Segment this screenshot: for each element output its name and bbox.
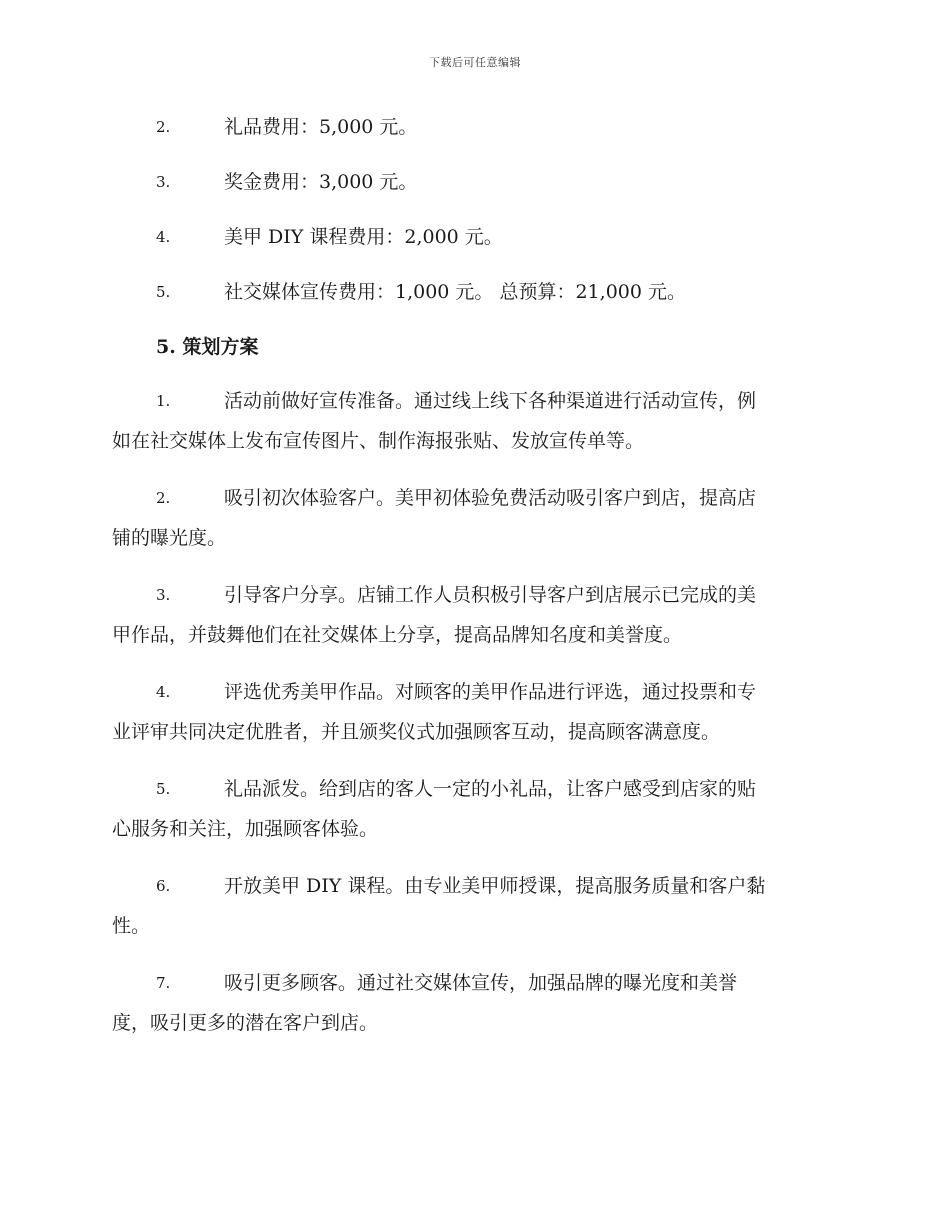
list-item xyxy=(112,272,840,312)
list-text-line1: 开放美甲 DIY 课程。由专业美甲师授课，提高服务质量和客户黏 xyxy=(224,875,766,897)
list-text-line1: 吸引更多顾客。通过社交媒体宣传，加强品牌的曝光度和美誉 xyxy=(224,972,738,994)
list-text: 社交媒体宣传费用：1,000 元。 总预算：21,000 元。 xyxy=(224,281,686,303)
list-number: 2. xyxy=(156,489,171,507)
list-item xyxy=(112,672,840,752)
list-text-line2: 铺的曝光度。 xyxy=(112,527,227,549)
list-item xyxy=(112,381,840,461)
list-text: 奖金费用：3,000 元。 xyxy=(224,171,418,193)
list-text-line1: 引导客户分享。店铺工作人员积极引导客户到店展示已完成的美 xyxy=(224,584,757,606)
list-text-line1: 评选优秀美甲作品。对顾客的美甲作品进行评选，通过投票和专 xyxy=(224,681,757,703)
list-text-line2: 甲作品，并鼓舞他们在社交媒体上分享，提高品牌知名度和美誉度。 xyxy=(112,624,683,646)
list-text-line2: 度，吸引更多的潜在客户到店。 xyxy=(112,1012,379,1034)
list-number: 4. xyxy=(156,228,171,246)
list-text-line1: 吸引初次体验客户。美甲初体验免费活动吸引客户到店，提高店 xyxy=(224,487,757,509)
list-number: 2. xyxy=(156,118,171,136)
list-number: 1. xyxy=(156,392,171,410)
list-text-line1: 活动前做好宣传准备。通过线上线下各种渠道进行活动宣传，例 xyxy=(224,390,757,412)
list-text-line2: 如在社交媒体上发布宣传图片、制作海报张贴、发放宣传单等。 xyxy=(112,430,645,452)
list-number: 5. xyxy=(156,283,171,301)
list-item xyxy=(112,478,840,558)
list-item xyxy=(112,217,840,257)
list-item xyxy=(112,162,840,202)
list-item xyxy=(112,107,840,147)
list-text-line1: 礼品派发。给到店的客人一定的小礼品，让客户感受到店家的贴 xyxy=(224,778,757,800)
list-text-line2: 心服务和关注，加强顾客体验。 xyxy=(112,818,379,840)
list-number: 5. xyxy=(156,780,171,798)
list-text: 礼品费用：5,000 元。 xyxy=(224,116,418,138)
section-heading: 5. 策划方案 xyxy=(156,336,259,358)
list-number: 3. xyxy=(156,586,171,604)
list-number: 7. xyxy=(156,974,171,992)
list-text: 美甲 DIY 课程费用：2,000 元。 xyxy=(224,226,503,248)
list-text-line2: 业评审共同决定优胜者，并且颁奖仪式加强顾客互动，提高顾客满意度。 xyxy=(112,721,721,743)
page-header: 下载后可任意编辑 xyxy=(429,56,521,69)
list-item xyxy=(112,769,840,849)
list-item xyxy=(112,866,840,946)
list-number: 6. xyxy=(156,877,171,895)
list-item xyxy=(112,963,840,1043)
list-text-line2: 性。 xyxy=(112,915,151,937)
list-number: 3. xyxy=(156,173,171,191)
list-item xyxy=(112,575,840,655)
list-number: 4. xyxy=(156,683,171,701)
